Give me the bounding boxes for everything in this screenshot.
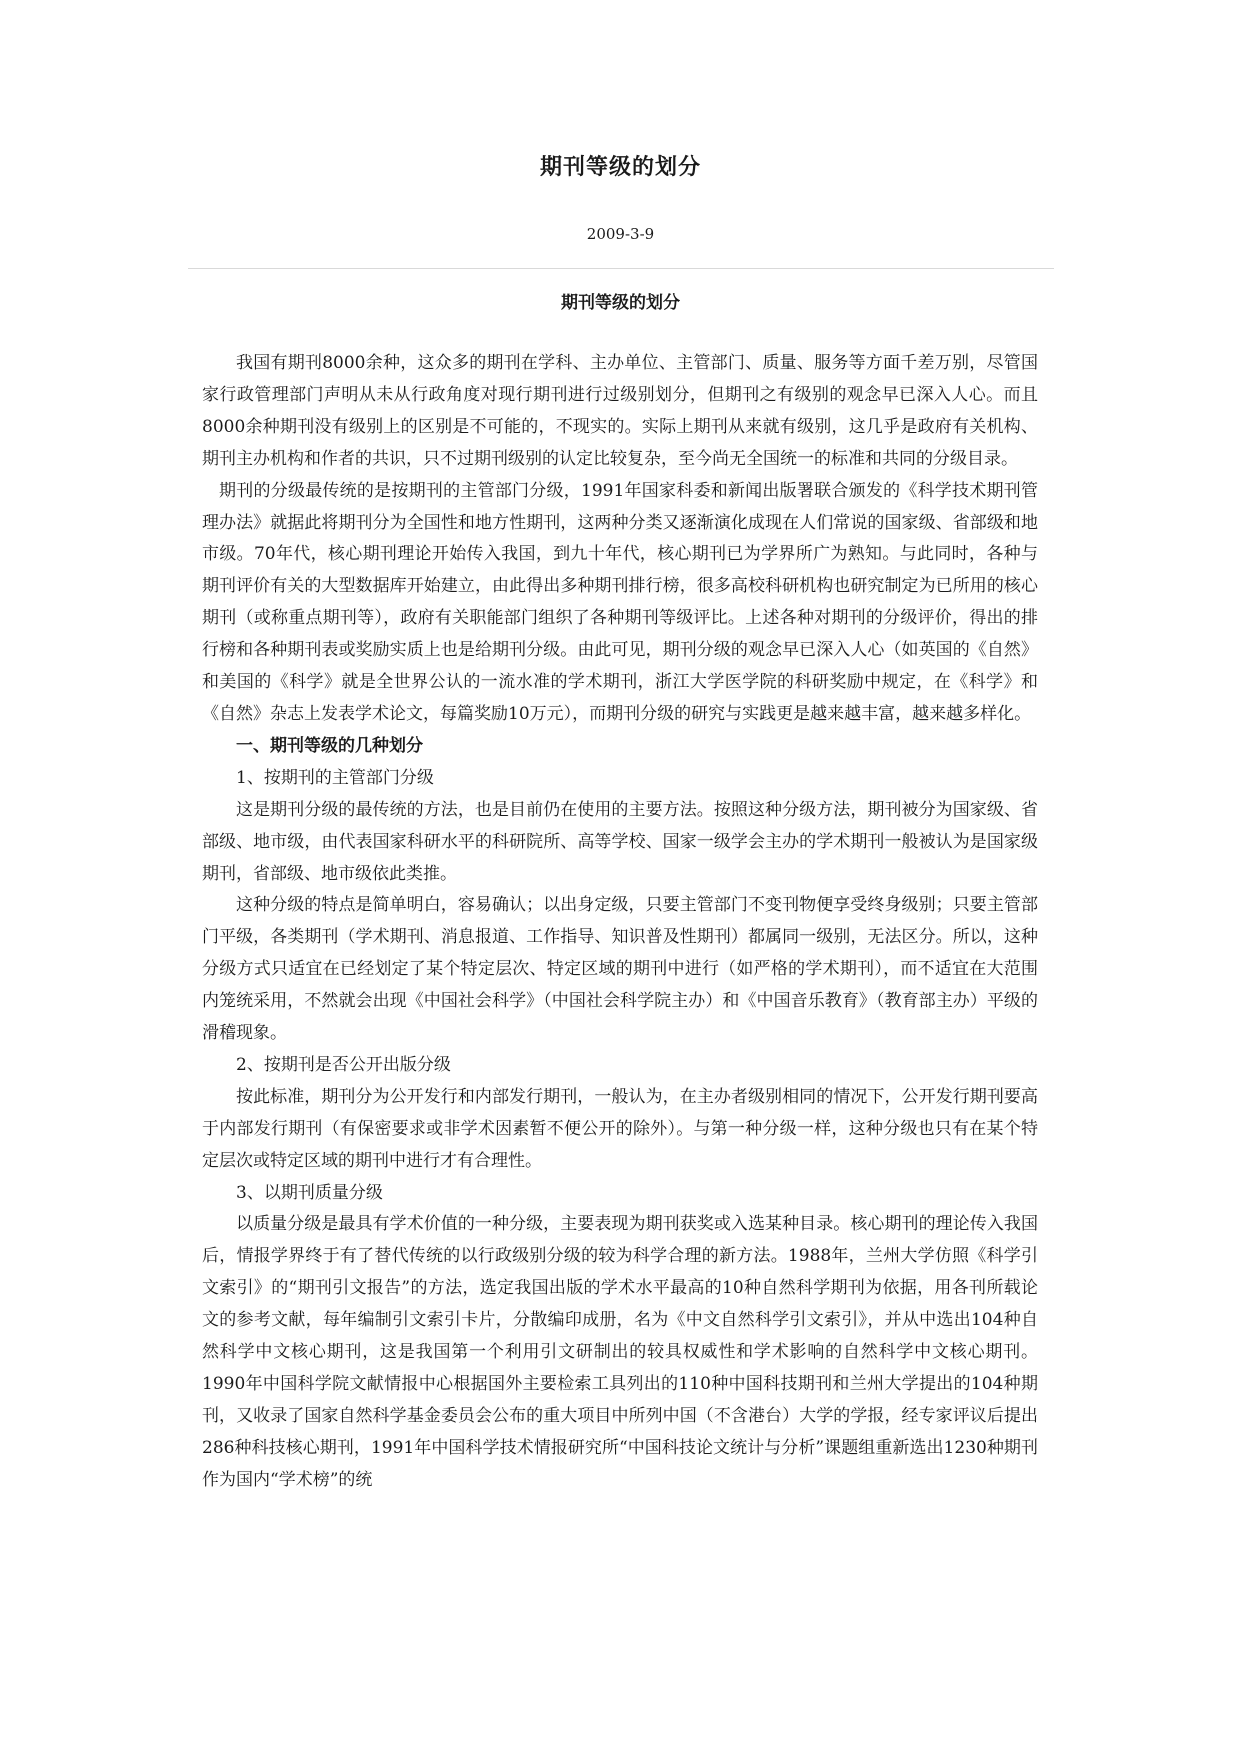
paragraph-quality-ranking: 以质量分级是最具有学术价值的一种分级，主要表现为期刊获奖或入选某种目录。核心期刊的理论传入我国后，情报学界终于有了替代传统的以行政级别分级的较为科学合理的新方法。1988年，兰州大学仿照《科学引文索引》的“期刊引文报告”的方法，选定我国出版的学术水平最高的10种自然科学期刊为依据，用各刊所载论文的参考文献，每年编制引文索引卡片，分散编印成册，名为《中文自然科学引文索引》，并从中选出104种自然科学中文核心期刊，这是我国第一个利用引文研制出的较具权威性和学术影响的自然科学中文核心期刊。1990年中国科学院文献情报中心根据国外主要检索工具列出的110种中国科技期刊和兰州大学提出的104种期刊，又收录了国家自然科学基金委员会公布的重大项目中所列中国（不含港台）大学的学报，经专家评议后提出286种科技核心期刊，1991年中国科学技术情报研究所“中国科技论文统计与分析”课题组重新选出1230种期刊作为国内“学术榜”的统 (202, 1214, 1038, 1490)
paragraph-authority-method: 这是期刊分级的最传统的方法，也是目前仍在使用的主要方法。按照这种分级方法，期刊被分为国家级、省部级、地市级，由代表国家科研水平的科研院所、高等学校、国家一级学会主办的学术期刊一般被认为是国家级期刊，省部级、地市级依此类推。 (202, 799, 1038, 884)
subsection-heading-1: 1、按期刊的主管部门分级 (236, 767, 434, 788)
publish-date: 2009-3-9 (586, 225, 655, 243)
section-heading-1: 一、期刊等级的几种划分 (236, 735, 423, 756)
article-body (202, 348, 1038, 1497)
subsection-heading-2: 2、按期刊是否公开出版分级 (236, 1054, 451, 1075)
paragraph-intro: 我国有期刊8000余种，这众多的期刊在学科、主办单位、主管部门、质量、服务等方面千差万别，尽管国家行政管理部门声明从未从行政角度对现行期刊进行过级别划分，但期刊之有级别的观念早已深入人心。而且8000余种期刊没有级别上的区别是不可能的，不现实的。实际上期刊从来就有级别，这几乎是政府有关机构、期刊主办机构和作者的共识，只不过期刊级别的认定比较复杂，至今尚无全国统一的标准和共同的分级目录。 (202, 353, 1038, 469)
article-subtitle: 期刊等级的划分 (561, 293, 680, 313)
document-title: 期刊等级的划分 (539, 154, 701, 180)
paragraph-authority-features: 这种分级的特点是简单明白，容易确认；以出身定级，只要主管部门不变刊物便享受终身级别；只要主管部门平级，各类期刊（学术期刊、消息报道、工作指导、知识普及性期刊）都属同一级别，无法区分。所以，这种分级方式只适宜在已经划定了某个特定层次、特定区域的期刊中进行（如严格的学术期刊），而不适宜在大范围内笼统采用，不然就会出现《中国社会科学》（中国社会科学院主办）和《中国音乐教育》（教育部主办）平级的滑稽现象。 (202, 895, 1038, 1044)
subsection-heading-3: 3、以期刊质量分级 (236, 1182, 383, 1203)
title-divider (188, 268, 1054, 269)
paragraph-publication-status: 按此标准，期刊分为公开发行和内部发行期刊，一般认为，在主办者级别相同的情况下，公开发行期刊要高于内部发行期刊（有保密要求或非学术因素暂不便公开的除外）。与第一种分级一样，这种分级也只有在某个特定层次或特定区域的期刊中进行才有合理性。 (202, 1086, 1038, 1171)
paragraph-history: 期刊的分级最传统的是按期刊的主管部门分级，1991年国家科委和新闻出版署联合颁发的《科学技术期刊管理办法》就据此将期刊分为全国性和地方性期刊，这两种分类又逐渐演化成现在人们常说的国家级、省部级和地市级。70年代，核心期刊理论开始传入我国，到九十年代，核心期刊已为学界所广为熟知。与此同时，各种与期刊评价有关的大型数据库开始建立，由此得出多种期刊排行榜，很多高校科研机构也研究制定为已所用的核心期刊（或称重点期刊等），政府有关职能部门组织了各种期刊等级评比。上述各种对期刊的分级评价，得出的排行榜和各种期刊表或奖励实质上也是给期刊分级。由此可见，期刊分级的观念早已深入人心（如英国的《自然》和美国的《科学》就是全世界公认的一流水准的学术期刊，浙江大学医学院的科研奖励中规定，在《科学》和《自然》杂志上发表学术论文，每篇奖励10万元），而期刊分级的研究与实践更是越来越丰富，越来越多样化。 (202, 480, 1038, 724)
